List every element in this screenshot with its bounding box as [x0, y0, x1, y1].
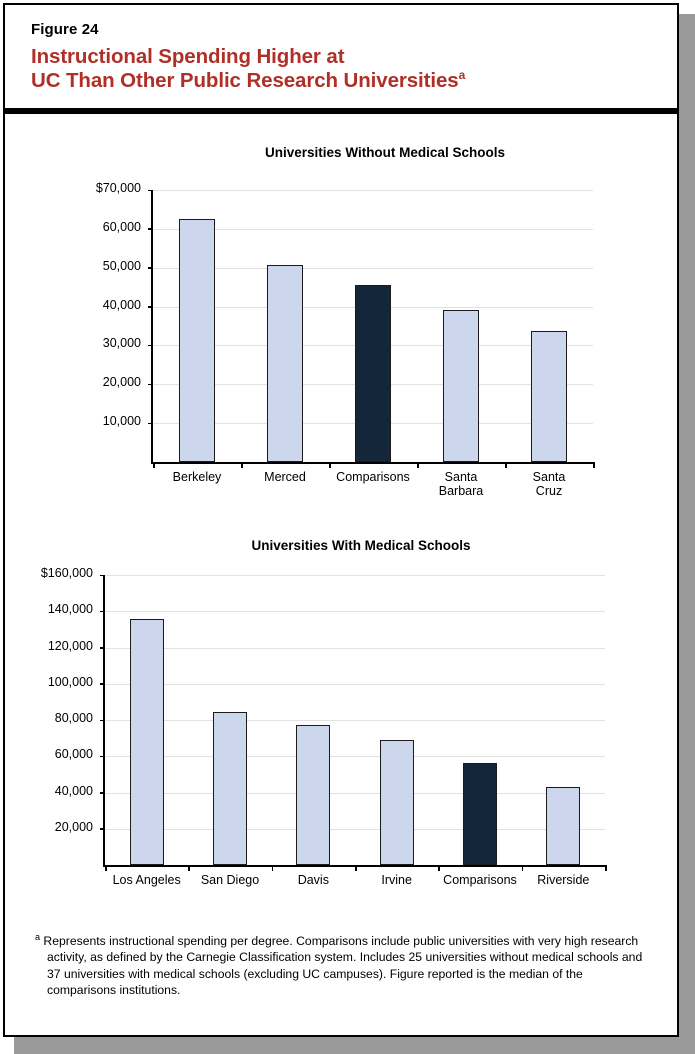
y-axis-tick-label: 20,000: [102, 375, 141, 390]
x-axis-tick: [522, 865, 524, 871]
x-axis-category-label: Comparisons: [336, 470, 410, 484]
x-axis-category-label: Los Angeles: [112, 873, 181, 887]
bar-san-diego: [213, 712, 247, 865]
x-axis-category-label: San Diego: [200, 873, 260, 887]
x-axis-category-label: Berkeley: [172, 470, 222, 484]
y-axis-tick-label: 40,000: [102, 297, 141, 312]
x-axis-tick: [355, 865, 357, 871]
page-title: [31, 45, 677, 93]
footnote-text: Represents instructional spending per degree. Comparisons include public universities with very high research activity, as defined by the Carnegie Classification system. Includes 25 universities without medical schools and 37 universities with medical schools (excluding UC campuses). Figure reported is the median of the comparisons institutions.: [43, 934, 643, 998]
chart-title: Universities Without Medical Schools: [265, 145, 505, 160]
bar-berkeley: [179, 219, 215, 462]
bar-merced: [267, 265, 303, 462]
x-axis-tick: [329, 462, 331, 468]
x-axis-category-label: Comparisons: [443, 873, 517, 887]
x-axis-tick: [438, 865, 440, 871]
chart-plot-area: [40, 566, 605, 887]
chart-with-medical-schools: [5, 538, 677, 887]
x-axis-tick: [241, 462, 243, 468]
gridline: [105, 829, 605, 830]
y-axis-tick-label: 20,000: [54, 819, 93, 834]
bar-santa-barbara: [443, 310, 479, 462]
y-axis-tick-label: 60,000: [102, 219, 141, 234]
x-axis-line: [103, 865, 605, 867]
footnote: [35, 933, 653, 999]
chart-without-medical-schools: [5, 145, 677, 498]
gridline: [153, 268, 593, 269]
y-axis-line: [103, 575, 105, 867]
x-axis-tick: [105, 865, 107, 871]
y-axis-tick-label: 40,000: [54, 783, 93, 798]
y-axis-tick-label: $70,000: [95, 181, 141, 195]
y-axis-tick-label: 30,000: [102, 336, 141, 351]
chart-plot-area: [95, 181, 593, 498]
y-axis-line: [151, 190, 153, 464]
figure-panel: [3, 3, 679, 1037]
x-axis-tick: [272, 865, 274, 871]
x-axis-tick: [605, 865, 607, 871]
y-axis-tick-label: 10,000: [102, 414, 141, 429]
x-axis-tick: [505, 462, 507, 468]
footnote-body: [35, 933, 653, 999]
gridline: [105, 756, 605, 757]
x-axis-tick: [188, 865, 190, 871]
bar-comparisons: [355, 285, 391, 462]
figure-title-footnote-marker: a: [458, 68, 466, 83]
footnote-marker: a: [35, 931, 41, 942]
gridline: [153, 229, 593, 230]
y-axis-tick-label: $160,000: [40, 566, 93, 580]
x-axis-tick: [593, 462, 595, 468]
bar-davis: [296, 725, 330, 865]
gridline: [105, 720, 605, 721]
gridline: [105, 575, 605, 576]
x-axis-category-label: Irvine: [381, 873, 412, 887]
gridline: [105, 611, 605, 612]
bar-santa-cruz: [531, 331, 567, 462]
y-axis-tick-label: 80,000: [54, 711, 93, 725]
figure-title-line-1: Instructional Spending Higher at: [31, 45, 345, 68]
x-axis-line: [151, 462, 593, 464]
y-axis-tick-label: 140,000: [47, 602, 93, 617]
gridline: [105, 793, 605, 794]
gridline: [105, 648, 605, 649]
y-axis-tick-label: 60,000: [54, 747, 93, 762]
x-axis-tick: [153, 462, 155, 468]
bar-riverside: [546, 787, 580, 865]
gridline: [153, 190, 593, 191]
x-axis-category-label: Santa Barbara: [438, 470, 484, 498]
header-divider: [5, 108, 677, 114]
y-axis-tick-label: 50,000: [102, 258, 141, 273]
y-axis-tick-label: 100,000: [47, 674, 93, 689]
x-axis-tick: [417, 462, 419, 468]
gridline: [105, 684, 605, 685]
bar-irvine: [380, 740, 414, 865]
x-axis-category-label: Davis: [297, 873, 329, 887]
figure-number: Figure 24: [31, 21, 99, 38]
figure-title-line-2: UC Than Other Public Research Universities: [31, 68, 459, 92]
bar-comparisons: [463, 763, 497, 865]
y-axis-tick-label: 120,000: [47, 638, 93, 653]
x-axis-category-label: Santa Cruz: [532, 470, 566, 498]
figure-header: [5, 5, 677, 99]
bar-los-angeles: [130, 619, 164, 865]
x-axis-category-label: Merced: [264, 470, 306, 484]
x-axis-category-label: Riverside: [537, 873, 590, 887]
chart-title: Universities With Medical Schools: [251, 538, 471, 553]
